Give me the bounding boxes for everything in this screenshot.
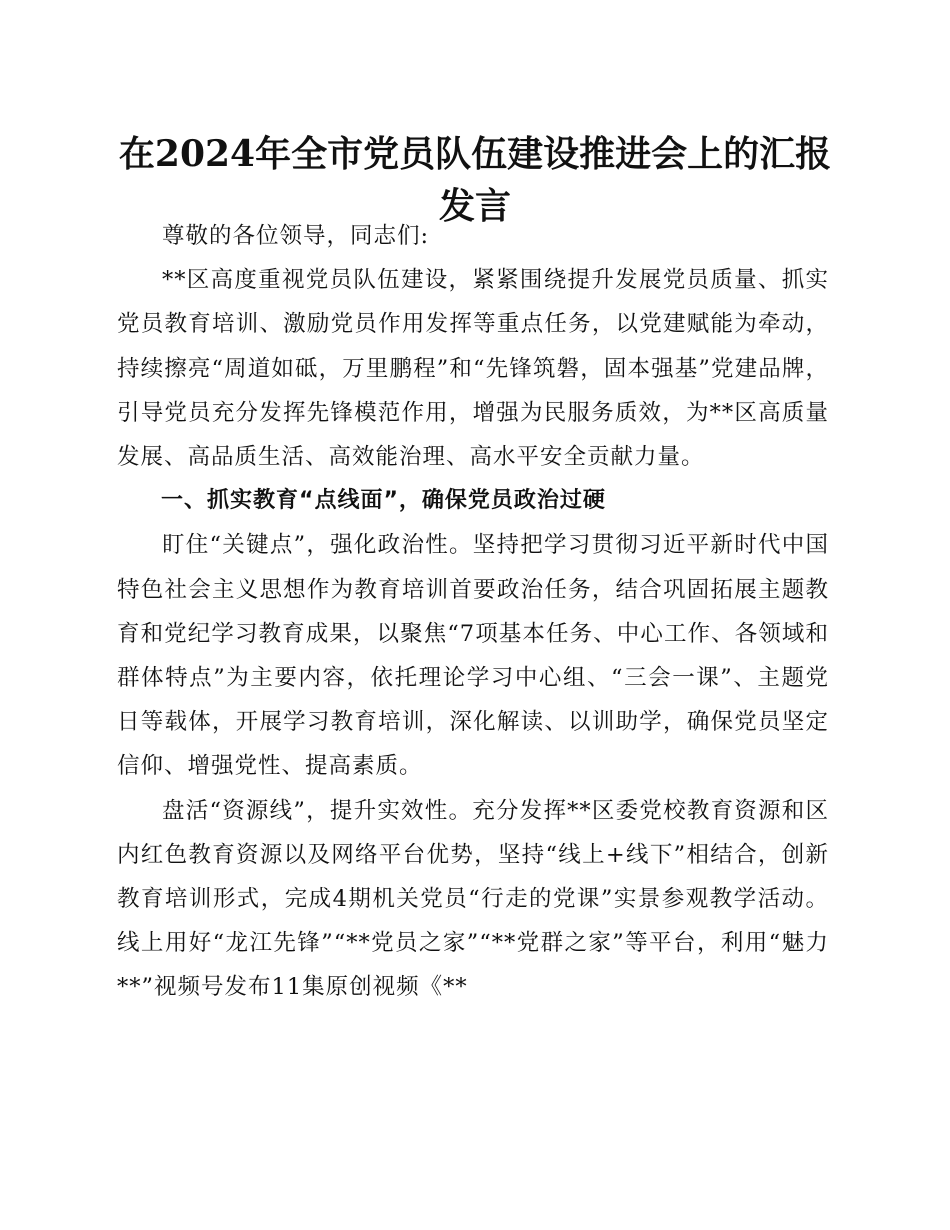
section-paragraph: 盘活“资源线”，提升实效性。充分发挥**区委党校教育资源和区内红色教育资源以及网络平台优势，坚持“线上+线下”相结合，创新教育培训形式，完成4期机关党员“行走的党课”实景参观教学活动。线上用好“龙江先锋”“**党员之家”“**党群之家”等平台，利用“魅力**”视频号发布11集原创视频《** <box>117 797 829 1001</box>
intro-paragraph: **区高度重视党员队伍建设，紧紧围绕提升发展党员质量、抓实党员教育培训、激励党员作用发挥等重点任务，以党建赋能为牵动，持续擦亮“周道如砥，万里鹏程”和“先锋筑磐，固本强基”党建品牌，引导党员充分发挥先锋模范作用，增强为民服务质效，为**区高质量发展、高品质生活、高效能治理、高水平安全贡献力量。 <box>117 267 829 471</box>
section-heading: 一、抓实教育“点线面”，确保党员政治过硬 <box>161 488 606 514</box>
document-body <box>117 214 829 1010</box>
document-title: 在2024年全市党员队伍建设推进会上的汇报发言 <box>118 133 832 227</box>
salutation: 尊敬的各位领导，同志们: <box>162 223 430 249</box>
section-paragraph: 盯住“关键点”，强化政治性。坚持把学习贯彻习近平新时代中国特色社会主义思想作为教育培训首要政治任务，结合巩固拓展主题教育和党纪学习教育成果，以聚焦“7项基本任务、中心工作、各领域和群体特点”为主要内容，依托理论学习中心组、“三会一课”、主题党日等载体，开展学习教育培训，深化解读、以训助学，确保党员坚定信仰、增强党性、提高素质。 <box>117 532 829 780</box>
